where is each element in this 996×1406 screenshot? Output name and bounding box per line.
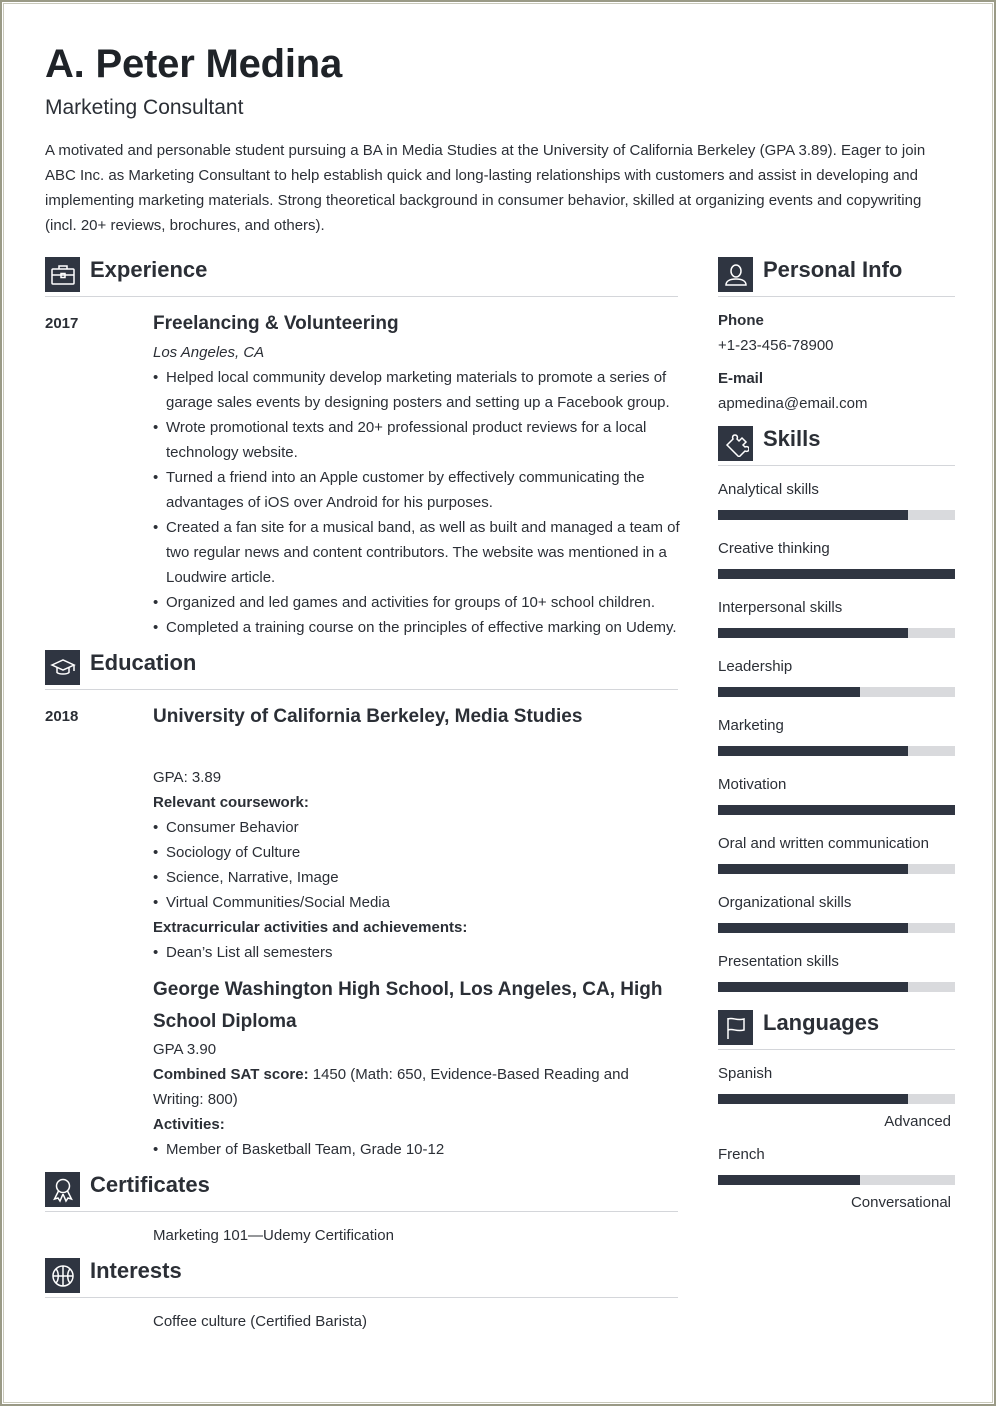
- list-item: • Sociology of Culture: [153, 840, 673, 865]
- skill-level-fill: [718, 510, 908, 520]
- sat-score: [153, 1062, 653, 1112]
- phone-label: Phone: [718, 312, 764, 329]
- sat-value: 1450 (Math: 650, Evidence-Based Reading and Writing: 800): [153, 1066, 629, 1108]
- flag-icon: [718, 1010, 753, 1045]
- language-level-text: Conversational: [850, 1194, 951, 1211]
- school-1: University of California Berkeley, Media Studies: [153, 706, 583, 727]
- skill-level-fill: [718, 923, 908, 933]
- list-item: • Created a fan site for a musical band, as well as built and managed a team of two regular news and content contributors. The website was mentioned in a Loudwire article.: [153, 515, 683, 590]
- skill-level-bar: [718, 687, 955, 697]
- email-value: apmedina@email.com: [718, 395, 868, 412]
- gpa-1: GPA: 3.89: [153, 769, 222, 786]
- interests-header: [45, 1258, 678, 1298]
- language-level-text: Advanced: [884, 1113, 951, 1130]
- skill-level-bar: [718, 864, 955, 874]
- certificate-item: Marketing 101—Udemy Certification: [153, 1227, 394, 1244]
- skill-level-bar: [718, 569, 955, 579]
- skill-level-bar: [718, 510, 955, 520]
- skill-level-bar: [718, 982, 955, 992]
- activities-label: Activities:: [153, 1116, 225, 1133]
- briefcase-icon: [45, 257, 80, 292]
- coursework-list: [153, 815, 673, 915]
- skill-label: Marketing: [718, 717, 784, 734]
- personal-info-header: [718, 257, 955, 297]
- education-title: Education: [90, 650, 197, 675]
- interests-title: Interests: [90, 1258, 182, 1283]
- skill-level-fill: [718, 982, 908, 992]
- skill-level-fill: [718, 569, 955, 579]
- skill-label: Leadership: [718, 658, 793, 675]
- skill-level-fill: [718, 628, 908, 638]
- sat-label: Combined SAT score:: [153, 1066, 309, 1083]
- list-item: • Science, Narrative, Image: [153, 865, 673, 890]
- user-icon: [718, 257, 753, 292]
- education-year: 2018: [45, 708, 79, 725]
- skill-label: Organizational skills: [718, 894, 852, 911]
- job-location: Los Angeles, CA: [153, 344, 265, 361]
- skill-level-fill: [718, 805, 955, 815]
- skills-header: [718, 426, 955, 466]
- summary-paragraph: A motivated and personable student pursuing a BA in Media Studies at the University of California Berkeley (GPA 3.89). Eager to join ABC Inc. as Marketing Consultant to help establish quick and long-lasting relationships with customers and assist in developing and implementing marketing materials. Strong theoretical background in consumer behavior, skilled at organizing events and copywriting (incl. 20+ reviews, brochures, and others).: [45, 142, 926, 234]
- gpa-2: GPA 3.90: [153, 1041, 217, 1058]
- list-item: • Member of Basketball Team, Grade 10-12: [153, 1137, 673, 1162]
- experience-title: Experience: [90, 257, 208, 282]
- language-level-fill: [718, 1175, 860, 1185]
- award-ribbon-icon: [45, 1172, 80, 1207]
- experience-bullets: [153, 365, 683, 640]
- list-item: • Organized and led games and activities for groups of 10+ school children.: [153, 590, 683, 615]
- skill-label: Analytical skills: [718, 481, 819, 498]
- basketball-icon: [45, 1258, 80, 1293]
- skill-label: Presentation skills: [718, 953, 839, 970]
- skill-label: Motivation: [718, 776, 787, 793]
- experience-header: [45, 257, 678, 297]
- languages-title: Languages: [763, 1010, 880, 1035]
- languages-header: [718, 1010, 955, 1050]
- experience-year: 2017: [45, 315, 79, 332]
- activities-list: [153, 1137, 673, 1162]
- phone-value: +1-23-456-78900: [718, 337, 834, 354]
- skill-label: Creative thinking: [718, 540, 830, 557]
- list-item: • Consumer Behavior: [153, 815, 673, 840]
- list-item: • Dean’s List all semesters: [153, 940, 673, 965]
- extracurricular-label: Extracurricular activities and achievements:: [153, 919, 468, 936]
- interest-item: Coffee culture (Certified Barista): [153, 1313, 367, 1330]
- education-header: [45, 650, 678, 690]
- list-item: • Wrote promotional texts and 20+ professional product reviews for a local technology website.: [153, 415, 683, 465]
- personal-info-title: Personal Info: [763, 257, 903, 282]
- language-level-bar: [718, 1175, 955, 1185]
- certificates-title: Certificates: [90, 1172, 210, 1197]
- language-level-fill: [718, 1094, 908, 1104]
- job-title: Freelancing & Volunteering: [153, 313, 399, 334]
- skill-level-fill: [718, 687, 860, 697]
- coursework-label: Relevant coursework:: [153, 794, 309, 811]
- list-item: • Turned a friend into an Apple customer by effectively communicating the advantages of iOS over Android for his purposes.: [153, 465, 683, 515]
- list-item: • Helped local community develop marketing materials to promote a series of garage sales events by designing posters and setting up a Facebook group.: [153, 365, 683, 415]
- school-2: George Washington High School, Los Angeles, CA, High School Diploma: [153, 979, 663, 1032]
- language-label: French: [718, 1146, 765, 1163]
- list-item: • Virtual Communities/Social Media: [153, 890, 673, 915]
- extracurricular-list: [153, 940, 673, 965]
- email-label: E-mail: [718, 370, 764, 387]
- puzzle-icon: [718, 426, 753, 461]
- language-label: Spanish: [718, 1065, 773, 1082]
- list-item: • Completed a training course on the principles of effective marking on Udemy.: [153, 615, 683, 640]
- skill-level-bar: [718, 805, 955, 815]
- skills-title: Skills: [763, 426, 821, 451]
- graduation-cap-icon: [45, 650, 80, 685]
- skill-level-bar: [718, 923, 955, 933]
- skill-label: Interpersonal skills: [718, 599, 843, 616]
- language-level-bar: [718, 1094, 955, 1104]
- skill-level-fill: [718, 746, 908, 756]
- skill-level-bar: [718, 746, 955, 756]
- candidate-role: Marketing Consultant: [45, 96, 244, 119]
- skill-level-fill: [718, 864, 908, 874]
- skill-level-bar: [718, 628, 955, 638]
- skill-label: Oral and written communication: [718, 835, 929, 852]
- certificates-header: [45, 1172, 678, 1212]
- candidate-name: A. Peter Medina: [45, 42, 343, 86]
